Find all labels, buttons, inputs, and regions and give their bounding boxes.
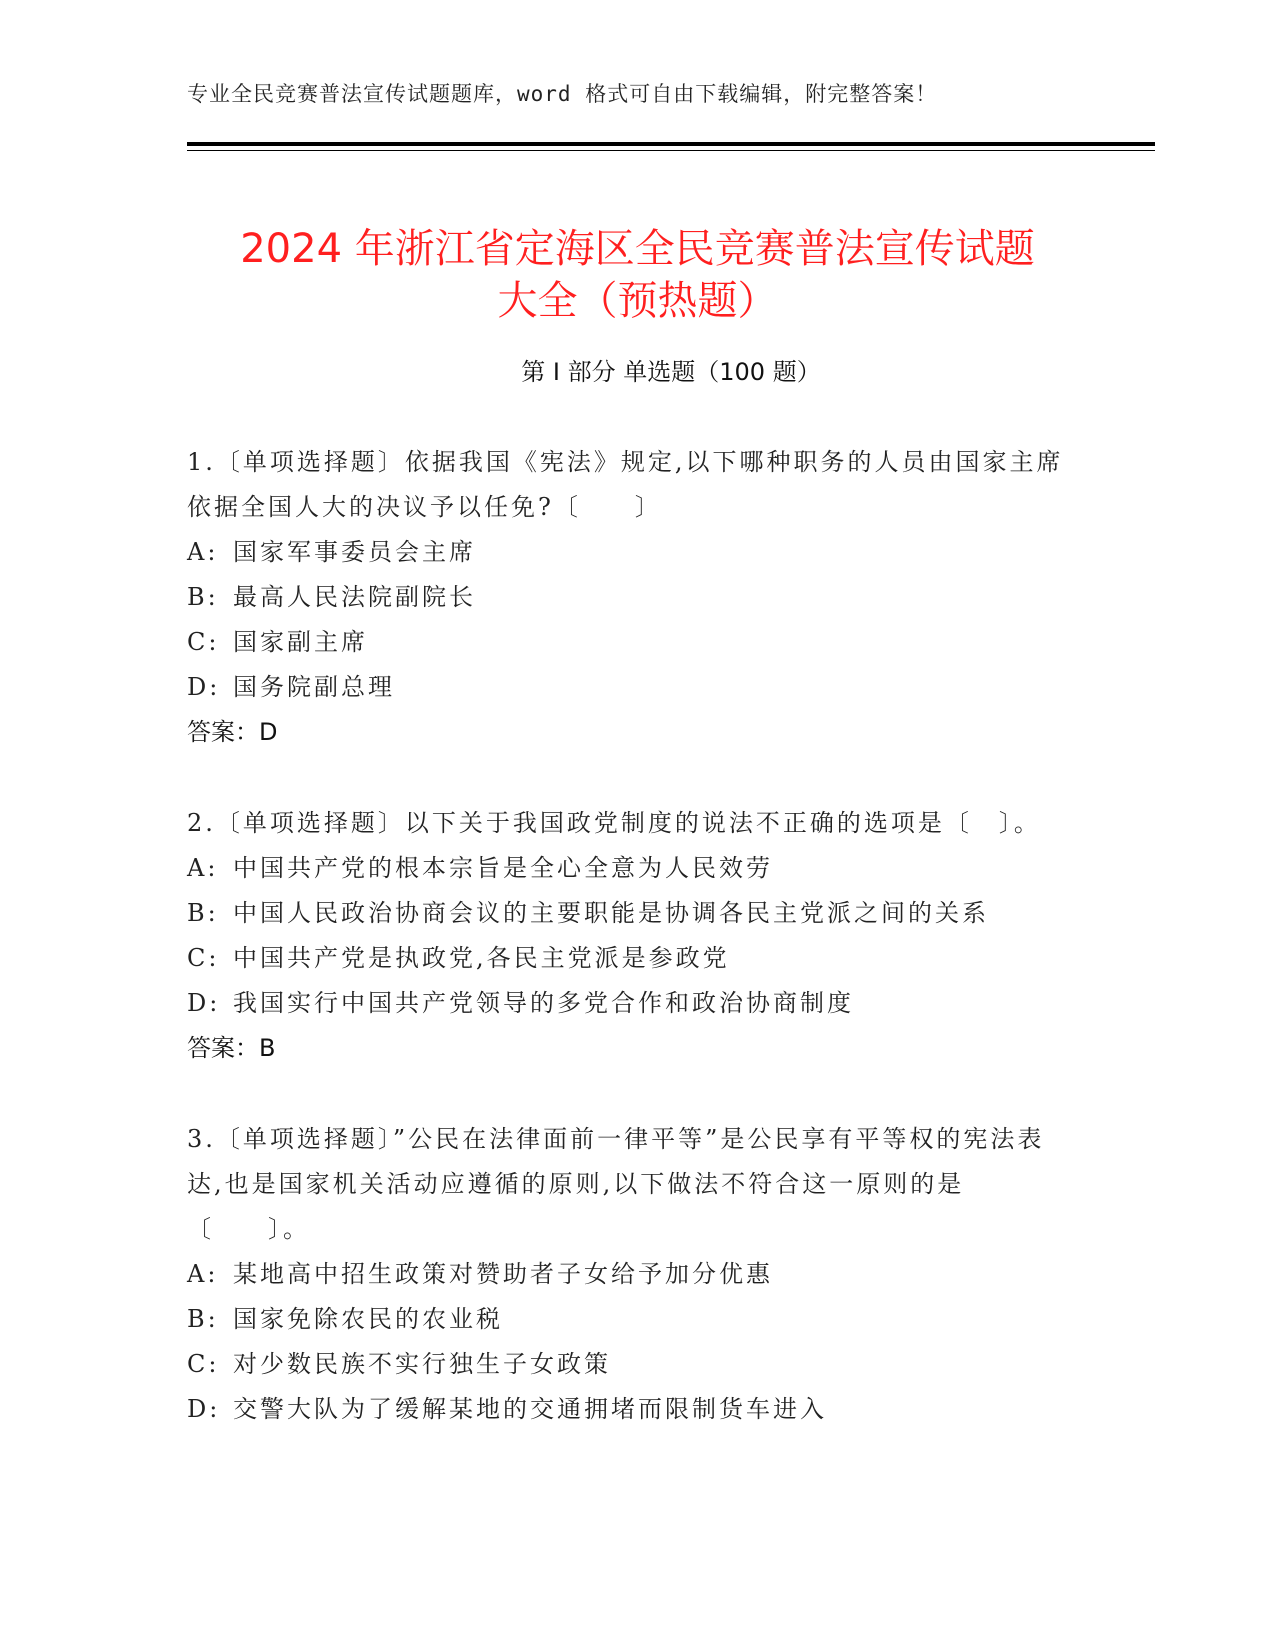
option-letter: D:: [187, 673, 221, 701]
option-d: [187, 1387, 1077, 1432]
question-3: [187, 1117, 1077, 1432]
question-list: [187, 440, 1077, 1478]
option-text: 某地高中招生政策对赞助者子女给予加分优惠: [233, 1260, 773, 1288]
option-a: [187, 846, 1077, 891]
title-line-1: 2024 年浙江省定海区全民竞赛普法宣传试题: [240, 225, 1035, 272]
option-letter: D:: [187, 989, 221, 1017]
question-stem: 3.〔单项选择题〕”公民在法律面前一律平等”是公民享有平等权的宪法表达,也是国家机关活动应遵循的原则,以下做法不符合这一原则的是〔 〕。: [187, 1125, 1045, 1243]
option-b: [187, 575, 1077, 620]
option-text: 对少数民族不实行独生子女政策: [233, 1350, 611, 1378]
title-line-2: 大全（预热题）: [497, 277, 778, 324]
option-letter: B:: [187, 899, 219, 927]
option-letter: B:: [187, 583, 219, 611]
option-text: 我国实行中国共产党领导的多党合作和政治协商制度: [233, 989, 854, 1017]
option-text: 国家副主席: [233, 628, 368, 656]
option-letter: C:: [187, 1350, 220, 1378]
option-b: [187, 1297, 1077, 1342]
question-stem: 1.〔单项选择题〕依据我国《宪法》规定,以下哪种职务的人员由国家主席依据全国人大的决议予以任免?〔 〕: [187, 448, 1064, 521]
option-letter: A:: [187, 854, 219, 882]
question-1: [187, 440, 1077, 755]
answer: 答案：D: [187, 718, 278, 746]
option-text: 中国共产党的根本宗旨是全心全意为人民效劳: [233, 854, 773, 882]
option-text: 交警大队为了缓解某地的交通拥堵而限制货车进入: [233, 1395, 827, 1423]
option-letter: A:: [187, 1260, 219, 1288]
question-stem: 2.〔单项选择题〕以下关于我国政党制度的说法不正确的选项是〔 〕。: [187, 809, 1041, 837]
option-a: [187, 530, 1077, 575]
option-c: [187, 1342, 1077, 1387]
option-text: 中国人民政治协商会议的主要职能是协调各民主党派之间的关系: [233, 899, 989, 927]
document-title: [150, 223, 1125, 327]
option-text: 国家免除农民的农业税: [233, 1305, 503, 1333]
option-letter: B:: [187, 1305, 219, 1333]
option-letter: D:: [187, 1395, 221, 1423]
option-b: [187, 891, 1077, 936]
question-2: [187, 801, 1077, 1071]
option-text: 最高人民法院副院长: [233, 583, 476, 611]
option-d: [187, 665, 1077, 710]
option-a: [187, 1252, 1077, 1297]
option-letter: C:: [187, 944, 220, 972]
option-c: [187, 620, 1077, 665]
header-rule-thin: [187, 150, 1155, 151]
option-c: [187, 936, 1077, 981]
option-text: 国家军事委员会主席: [233, 538, 476, 566]
option-text: 国务院副总理: [233, 673, 395, 701]
option-d: [187, 981, 1077, 1026]
header-rule-thick: [187, 142, 1155, 146]
option-text: 中国共产党是执政党,各民主党派是参政党: [233, 944, 730, 972]
section-heading: 第 I 部分 单选题（100 题）: [521, 358, 821, 386]
answer: 答案：B: [187, 1034, 276, 1062]
option-letter: A:: [187, 538, 219, 566]
option-letter: C:: [187, 628, 220, 656]
header-note: 专业全民竞赛普法宣传试题题库，word 格式可自由下载编辑，附完整答案！: [187, 82, 938, 106]
